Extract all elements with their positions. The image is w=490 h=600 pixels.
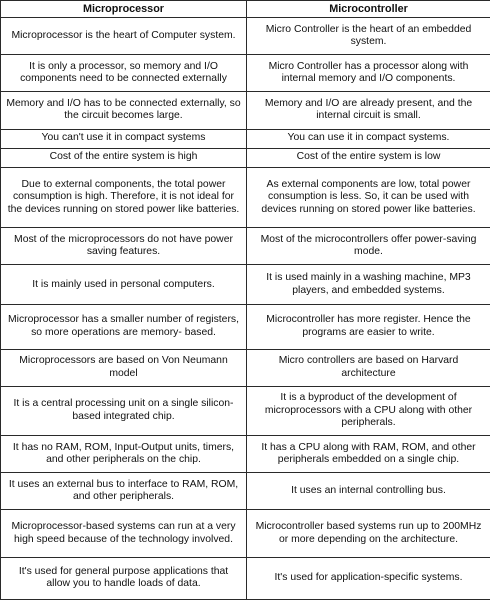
microprocessor-cell: It has no RAM, ROM, Input-Output units, timers, and other peripherals on the chip. <box>1 436 247 473</box>
table-row <box>1 18 490 55</box>
microprocessor-cell: Due to external components, the total power consumption is high. Therefore, it is not ideal for the devices running on stored power like batteries. <box>1 167 247 227</box>
microprocessor-cell: It is mainly used in personal computers. <box>1 265 247 305</box>
table-row <box>1 148 490 167</box>
microprocessor-cell: Most of the microprocessors do not have power saving features. <box>1 228 247 265</box>
microcontroller-cell: Micro Controller has a processor along with internal memory and I/O components. <box>247 55 490 92</box>
microcontroller-cell: Memory and I/O are already present, and the internal circuit is small. <box>247 92 490 129</box>
microprocessor-cell: It is a central processing unit on a single silicon-based integrated chip. <box>1 386 247 435</box>
microcontroller-cell: It is a byproduct of the development of microprocessors with a CPU along with other peripherals. <box>247 386 490 435</box>
header-microprocessor: Microprocessor <box>1 1 247 18</box>
table-row <box>1 436 490 473</box>
microcontroller-cell: It uses an internal controlling bus. <box>247 473 490 510</box>
table-row <box>1 265 490 305</box>
table-row <box>1 349 490 386</box>
microprocessor-cell: Microprocessor has a smaller number of registers, so more operations are memory- based. <box>1 305 247 349</box>
microprocessor-cell: You can't use it in compact systems <box>1 129 247 148</box>
header-row <box>1 1 490 18</box>
microprocessor-cell: Memory and I/O has to be connected externally, so the circuit becomes large. <box>1 92 247 129</box>
microprocessor-cell: Microprocessor-based systems can run at a very high speed because of the technology involved. <box>1 510 247 557</box>
table-row <box>1 473 490 510</box>
microcontroller-cell: It has a CPU along with RAM, ROM, and other peripherals embedded on a single chip. <box>247 436 490 473</box>
table-row <box>1 510 490 557</box>
table-row <box>1 92 490 129</box>
microprocessor-cell: Cost of the entire system is high <box>1 148 247 167</box>
microcontroller-cell: It's used for application-specific systems. <box>247 557 490 599</box>
microcontroller-cell: Micro Controller is the heart of an embedded system. <box>247 18 490 55</box>
table-row <box>1 129 490 148</box>
table-row <box>1 557 490 599</box>
microprocessor-cell: Microprocessors are based on Von Neumann model <box>1 349 247 386</box>
table-row <box>1 167 490 227</box>
microprocessor-cell: It is only a processor, so memory and I/O components need to be connected externally <box>1 55 247 92</box>
microprocessor-cell: It uses an external bus to interface to RAM, ROM, and other peripherals. <box>1 473 247 510</box>
microcontroller-cell: You can use it in compact systems. <box>247 129 490 148</box>
table-row <box>1 228 490 265</box>
table-row <box>1 386 490 435</box>
microcontroller-cell: Micro controllers are based on Harvard architecture <box>247 349 490 386</box>
header-microcontroller: Microcontroller <box>247 1 490 18</box>
microcontroller-cell: Most of the microcontrollers offer power-saving mode. <box>247 228 490 265</box>
microprocessor-cell: Microprocessor is the heart of Computer system. <box>1 18 247 55</box>
microcontroller-cell: It is used mainly in a washing machine, MP3 players, and embedded systems. <box>247 265 490 305</box>
microprocessor-cell: It's used for general purpose applications that allow you to handle loads of data. <box>1 557 247 599</box>
microcontroller-cell: Cost of the entire system is low <box>247 148 490 167</box>
table-row <box>1 55 490 92</box>
microcontroller-cell: Microcontroller based systems run up to 200MHz or more depending on the architecture. <box>247 510 490 557</box>
microcontroller-cell: As external components are low, total power consumption is less. So, it can be used with devices running on stored power like batteries. <box>247 167 490 227</box>
microcontroller-cell: Microcontroller has more register. Hence the programs are easier to write. <box>247 305 490 349</box>
table-row <box>1 305 490 349</box>
